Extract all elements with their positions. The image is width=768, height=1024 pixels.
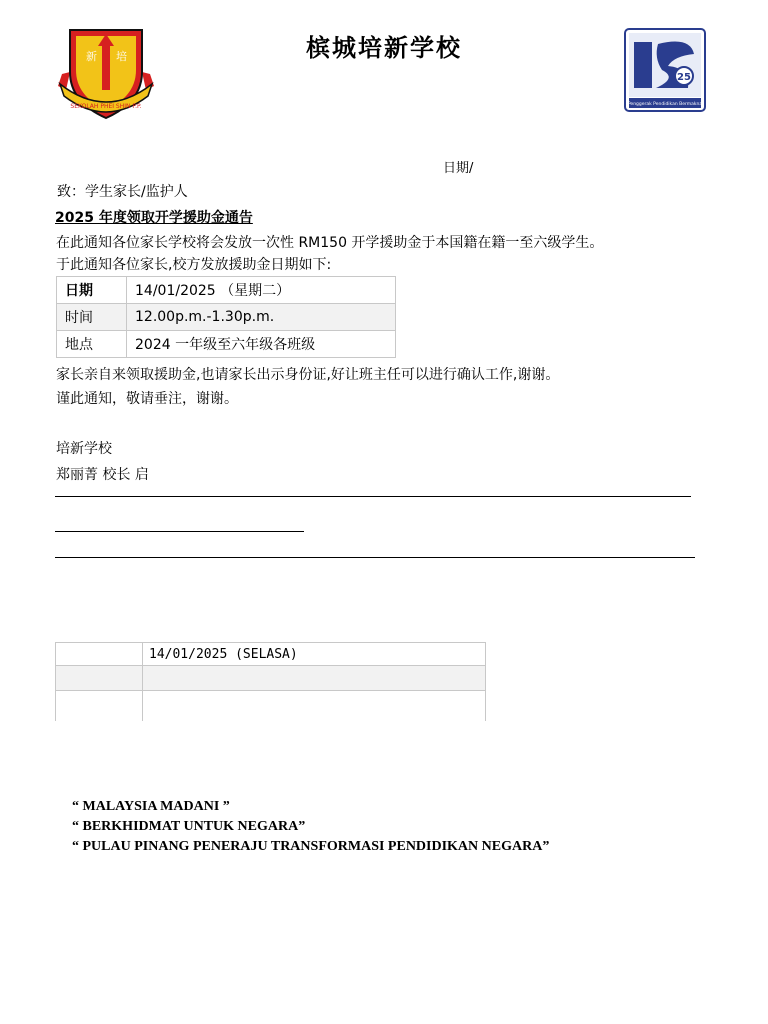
reply-row bbox=[56, 666, 486, 691]
signature-school: 培新学校 bbox=[56, 441, 112, 457]
schedule-row-date bbox=[57, 277, 396, 304]
schedule-value: 14/01/2025 （星期二） bbox=[127, 277, 396, 304]
schedule-value: 2024 一年级至六年级各班级 bbox=[127, 331, 396, 358]
reply-row bbox=[56, 643, 486, 666]
blank-line bbox=[55, 496, 691, 497]
motto-line: “ PULAU PINANG PENERAJU TRANSFORMASI PENDIDIKAN NEGARA” bbox=[72, 839, 550, 854]
blank-line bbox=[55, 557, 695, 558]
paragraph-closing: 谨此通知，敬请垂注，谢谢。 bbox=[56, 391, 238, 407]
paragraph-instructions: 家长亲自来领取援助金,也请家长出示身份证,好让班主任可以进行确认工作,谢谢。 bbox=[56, 367, 560, 383]
reply-row bbox=[56, 691, 486, 722]
notice-heading: 2025 年度领取开学援助金通告 bbox=[55, 210, 253, 226]
date-label: 日期/ bbox=[443, 161, 474, 176]
schedule-key: 时间 bbox=[57, 304, 127, 331]
transformation-logo bbox=[624, 28, 706, 112]
paragraph-intro: 在此通知各位家长学校将会发放一次性 RM150 开学援助金于本国籍在籍一至六级学生。 bbox=[56, 235, 604, 251]
schedule-key: 地点 bbox=[57, 331, 127, 358]
crest-char-left: 新 bbox=[86, 50, 97, 63]
reply-table bbox=[55, 642, 486, 721]
crest-char-right: 培 bbox=[116, 50, 127, 63]
reply-key bbox=[56, 666, 143, 691]
logo-number: 25 bbox=[677, 72, 691, 83]
reply-key bbox=[56, 691, 143, 722]
signature-principal: 郑丽菁 校长 启 bbox=[56, 467, 149, 483]
schedule-table bbox=[56, 276, 396, 358]
reply-key bbox=[56, 643, 143, 666]
motto-line: “ MALAYSIA MADANI ” bbox=[72, 799, 230, 814]
schedule-value: 12.00p.m.-1.30p.m. bbox=[127, 304, 396, 331]
schedule-row-time bbox=[57, 304, 396, 331]
paragraph-schedule-intro: 于此通知各位家长,校方发放援助金日期如下: bbox=[56, 257, 332, 273]
blank-line bbox=[55, 531, 304, 532]
school-name: 槟城培新学校 bbox=[306, 33, 462, 62]
recipient-line: 致：学生家长/监护人 bbox=[57, 184, 188, 200]
crest-ribbon-text: SEKOLAH PHEI SHIN P.P. bbox=[70, 103, 142, 110]
schedule-row-venue bbox=[57, 331, 396, 358]
schedule-key: 日期 bbox=[57, 277, 127, 304]
logo-caption: Penggerak Pendidikan Bermakna bbox=[627, 102, 703, 107]
motto-line: “ BERKHIDMAT UNTUK NEGARA” bbox=[72, 819, 306, 834]
reply-value bbox=[143, 691, 486, 722]
reply-value: 14/01/2025 (SELASA) bbox=[143, 643, 486, 666]
reply-value bbox=[143, 666, 486, 691]
